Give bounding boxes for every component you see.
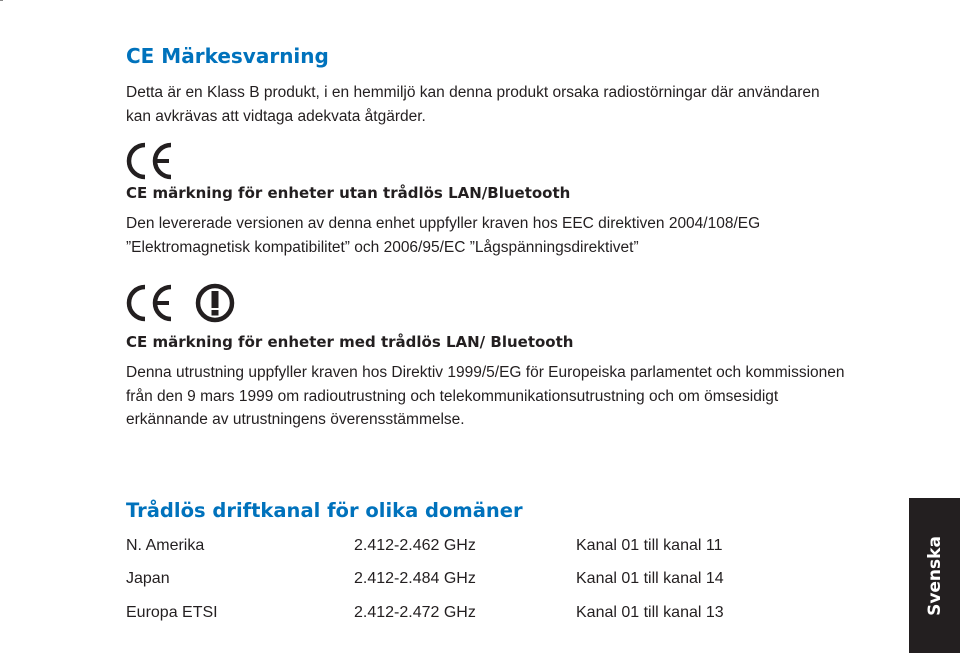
channel-range: Kanal 01 till kanal 14 (576, 570, 724, 587)
channel-region: Japan (126, 570, 170, 587)
section-ce-wireless-body: Denna utrustning uppfyller kraven hos Direktiv 1999/5/EG för Europeiska parlamentet och kommissionen från den 9 mars 1999 om radioutrustning och telekommunikationsutrustning och om ömsesidigt erkännande av utrustningens överensstämmelse. (126, 364, 845, 428)
language-tab-label: Svenska (924, 535, 945, 616)
intro-paragraph: Detta är en Klass B produkt, i en hemmiljö kan denna produkt orsaka radiostörningar där användaren kan avkrävas att vidtaga adekvata åtgärder. (126, 84, 820, 125)
section-ce-no-wireless-title: CE märkning för enheter utan trådlös LAN/Bluetooth (126, 184, 571, 202)
page-title: CE Märkesvarning (126, 44, 329, 68)
channel-frequency: 2.412-2.484 GHz (354, 570, 476, 587)
channel-range: Kanal 01 till kanal 13 (576, 604, 724, 621)
channels-title: Trådlös driftkanal för olika domäner (126, 499, 523, 522)
channel-range: Kanal 01 till kanal 11 (576, 537, 723, 554)
channel-region: N. Amerika (126, 537, 205, 554)
ce-mark-icon (124, 141, 176, 181)
section-ce-no-wireless-body: Den levererade versionen av denna enhet uppfyller kraven hos EEC direktiven 2004/108/EG ”Elektromagnetisk kompatibilitet” och 2006/95/EC ”Lågspänningsdirektivet” (126, 215, 761, 256)
channel-frequency: 2.412-2.472 GHz (354, 604, 476, 621)
class2-alert-icon (195, 283, 235, 323)
section-ce-wireless-title: CE märkning för enheter med trådlös LAN/ Bluetooth (126, 333, 574, 351)
channel-frequency: 2.412-2.462 GHz (354, 537, 476, 554)
ce-mark-wireless-icon (124, 283, 176, 323)
page-corner-mark (0, 0, 3, 1)
channel-region: Europa ETSI (126, 604, 218, 621)
language-tab (909, 498, 960, 653)
